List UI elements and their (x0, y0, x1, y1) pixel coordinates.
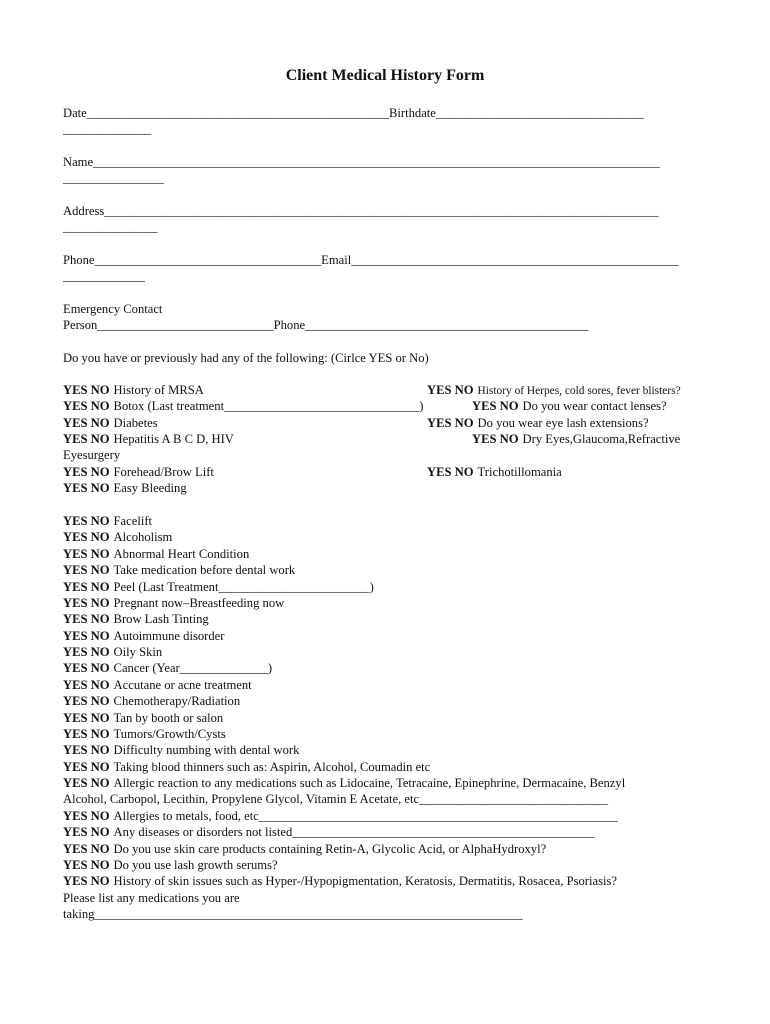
name-label: Name (63, 155, 94, 169)
yes-no-choice[interactable]: YES NO (427, 416, 474, 430)
condition-12 (63, 710, 223, 726)
condition-3 (63, 562, 295, 578)
yes-no-choice[interactable]: YES NO (63, 465, 110, 479)
yes-no-choice[interactable]: YES NO (63, 629, 110, 643)
question-text: Forehead/Brow Lift (113, 465, 214, 479)
question-text: Trichotillomania (477, 465, 562, 479)
condition-9 (63, 660, 272, 676)
left-question-4: Eyesurgery (63, 448, 121, 462)
condition-11 (63, 693, 240, 709)
emergency-phone-label: Phone (273, 318, 306, 332)
question-text: Tumors/Growth/Cysts (113, 727, 226, 741)
question-text: Do you use skin care products containing Retin-A, Glycolic Acid, or AlphaHydroxyl? (113, 842, 547, 856)
date-field[interactable]: ________________________________________________ (86, 106, 390, 120)
question-text: Allergies to metals, food, etc_________________________________________________________ (113, 809, 618, 823)
condition-5 (63, 595, 284, 611)
address-row-wrap: _______________ (63, 220, 158, 234)
question-text: Allergic reaction to any medications such as Lidocaine, Tetracaine, Epinephrine, Dermacaine, Benzyl (113, 776, 626, 790)
condition-19 (63, 841, 546, 857)
yes-no-choice[interactable]: YES NO (63, 694, 110, 708)
right-question-3 (472, 431, 680, 447)
question-text: History of skin issues such as Hyper-/Hypopigmentation, Keratosis, Dermatitis, Rosacea, Psoriasis? (113, 874, 617, 888)
name-row-wrap: ________________ (63, 171, 164, 185)
phone-label: Phone (63, 253, 95, 267)
condition-0 (63, 513, 152, 529)
medications-row (63, 906, 523, 922)
right-question-0 (427, 382, 681, 399)
yes-no-choice[interactable]: YES NO (63, 809, 110, 823)
yes-no-choice[interactable]: YES NO (63, 547, 110, 561)
yes-no-choice[interactable]: YES NO (63, 416, 110, 430)
emergency-contact-label: Emergency Contact (63, 302, 163, 316)
yes-no-choice[interactable]: YES NO (63, 383, 110, 397)
yes-no-choice[interactable]: YES NO (63, 743, 110, 757)
question-text: Any diseases or disorders not listed________________________________________________ (113, 825, 595, 839)
left-question-0 (63, 382, 204, 398)
yes-no-choice[interactable]: YES NO (427, 383, 474, 397)
right-question-2 (427, 415, 649, 431)
question-text: Do you wear contact lenses? (522, 399, 667, 413)
yes-no-choice[interactable]: YES NO (472, 399, 519, 413)
question-text: Facelift (113, 514, 153, 528)
name-row (63, 154, 660, 170)
condition-15 (63, 759, 430, 775)
question-text: Taking blood thinners such as: Aspirin, Alcohol, Coumadin etc (113, 760, 431, 774)
address-row (63, 203, 658, 219)
emergency-contact-row (63, 317, 588, 333)
yes-no-choice[interactable]: YES NO (63, 727, 110, 741)
question-text: Pregnant now–Breastfeeding now (113, 596, 285, 610)
condition-13 (63, 726, 226, 742)
yes-no-choice[interactable]: YES NO (63, 711, 110, 725)
question-text: Cancer (Year______________) (113, 661, 273, 675)
question-text: Abnormal Heart Condition (113, 547, 250, 561)
condition-2 (63, 546, 249, 562)
question-text: Do you use lash growth serums? (113, 858, 278, 872)
yes-no-choice[interactable]: YES NO (63, 661, 110, 675)
question-text: Take medication before dental work (113, 563, 296, 577)
condition-20 (63, 857, 278, 873)
condition-6 (63, 611, 209, 627)
question-text: Hepatitis A B C D, HIV (113, 432, 234, 446)
birthdate-field[interactable]: _________________________________ (435, 106, 644, 120)
question-text: History of Herpes, cold sores, fever blisters? (477, 385, 681, 397)
phone-row-wrap: _____________ (63, 269, 145, 283)
condition-16 (63, 775, 625, 791)
phone-field[interactable]: ____________________________________ (94, 253, 322, 267)
yes-no-choice[interactable]: YES NO (63, 760, 110, 774)
question-text: Diabetes (113, 416, 158, 430)
emergency-person-field[interactable]: ____________________________ (97, 318, 274, 332)
yes-no-choice[interactable]: YES NO (63, 481, 110, 495)
yes-no-choice[interactable]: YES NO (63, 432, 110, 446)
condition-8 (63, 644, 162, 660)
left-question-5 (63, 464, 214, 480)
condition-16-continuation: Alcohol, Carbopol, Lecithin, Propylene Glycol, Vitamin E Acetate, etc______________________________ (63, 792, 608, 806)
emergency-person-label: Person (63, 318, 98, 332)
yes-no-choice[interactable]: YES NO (63, 645, 110, 659)
question-text: Accutane or acne treatment (113, 678, 252, 692)
question-text: Brow Lash Tinting (113, 612, 209, 626)
yes-no-choice[interactable]: YES NO (63, 842, 110, 856)
yes-no-choice[interactable]: YES NO (63, 678, 110, 692)
condition-14 (63, 742, 299, 758)
phone-row (63, 252, 679, 268)
question-text: Peel (Last Treatment________________________) (113, 580, 374, 594)
right-question-1 (472, 398, 667, 414)
question-text: Tan by booth or salon (113, 711, 224, 725)
form-title: Client Medical History Form (285, 67, 485, 84)
left-question-6 (63, 480, 187, 496)
medications-label: Please list any medications you are (63, 891, 240, 905)
date-label: Date (63, 106, 87, 120)
question-text: History of MRSA (113, 383, 204, 397)
question-text: Autoimmune disorder (113, 629, 225, 643)
yes-no-choice[interactable]: YES NO (427, 465, 474, 479)
condition-1 (63, 529, 172, 545)
question-text: Difficulty numbing with dental work (113, 743, 300, 757)
yes-no-choice[interactable]: YES NO (63, 596, 110, 610)
left-question-1 (63, 398, 423, 414)
left-question-3 (63, 431, 234, 447)
yes-no-choice[interactable]: YES NO (472, 432, 519, 446)
email-label: Email (321, 253, 352, 267)
right-question-4 (427, 464, 562, 480)
question-text: Dry Eyes,Glaucoma,Refractive (522, 432, 681, 446)
date-row (63, 105, 644, 121)
date-row-wrap: ______________ (63, 122, 152, 136)
email-field[interactable]: ____________________________________________________ (351, 253, 679, 267)
yes-no-choice[interactable]: YES NO (63, 858, 110, 872)
question-text: Alcoholism (113, 530, 173, 544)
question-text: Do you wear eye lash extensions? (477, 416, 649, 430)
medications-field[interactable]: ____________________________________________________________________ (94, 907, 523, 921)
question-text: Botox (Last treatment_______________________________) (113, 399, 424, 413)
condition-18 (63, 824, 595, 840)
question-text: Chemotherapy/Radiation (113, 694, 241, 708)
yes-no-choice[interactable]: YES NO (63, 530, 110, 544)
condition-7 (63, 628, 224, 644)
yes-no-choice[interactable]: YES NO (63, 776, 110, 790)
yes-no-choice[interactable]: YES NO (63, 514, 110, 528)
emergency-phone-field[interactable]: _____________________________________________ (305, 318, 589, 332)
birthdate-label: Birthdate (389, 106, 436, 120)
yes-no-choice[interactable]: YES NO (63, 399, 110, 413)
name-field[interactable]: __________________________________________________________________________________________ (93, 155, 660, 169)
question-text: Easy Bleeding (113, 481, 187, 495)
yes-no-choice[interactable]: YES NO (63, 874, 110, 888)
condition-4 (63, 579, 374, 595)
yes-no-choice[interactable]: YES NO (63, 825, 110, 839)
condition-17 (63, 808, 618, 824)
condition-21 (63, 873, 617, 889)
yes-no-choice[interactable]: YES NO (63, 612, 110, 626)
question-text: Oily Skin (113, 645, 163, 659)
address-label: Address (63, 204, 105, 218)
medications-label-2: taking (63, 907, 95, 921)
yes-no-choice[interactable]: YES NO (63, 580, 110, 594)
instruction-text: Do you have or previously had any of the following: (Cirlce YES or No) (63, 351, 429, 365)
condition-10 (63, 677, 252, 693)
address-field[interactable]: ________________________________________________________________________________________ (104, 204, 659, 218)
yes-no-choice[interactable]: YES NO (63, 563, 110, 577)
left-question-2 (63, 415, 158, 431)
